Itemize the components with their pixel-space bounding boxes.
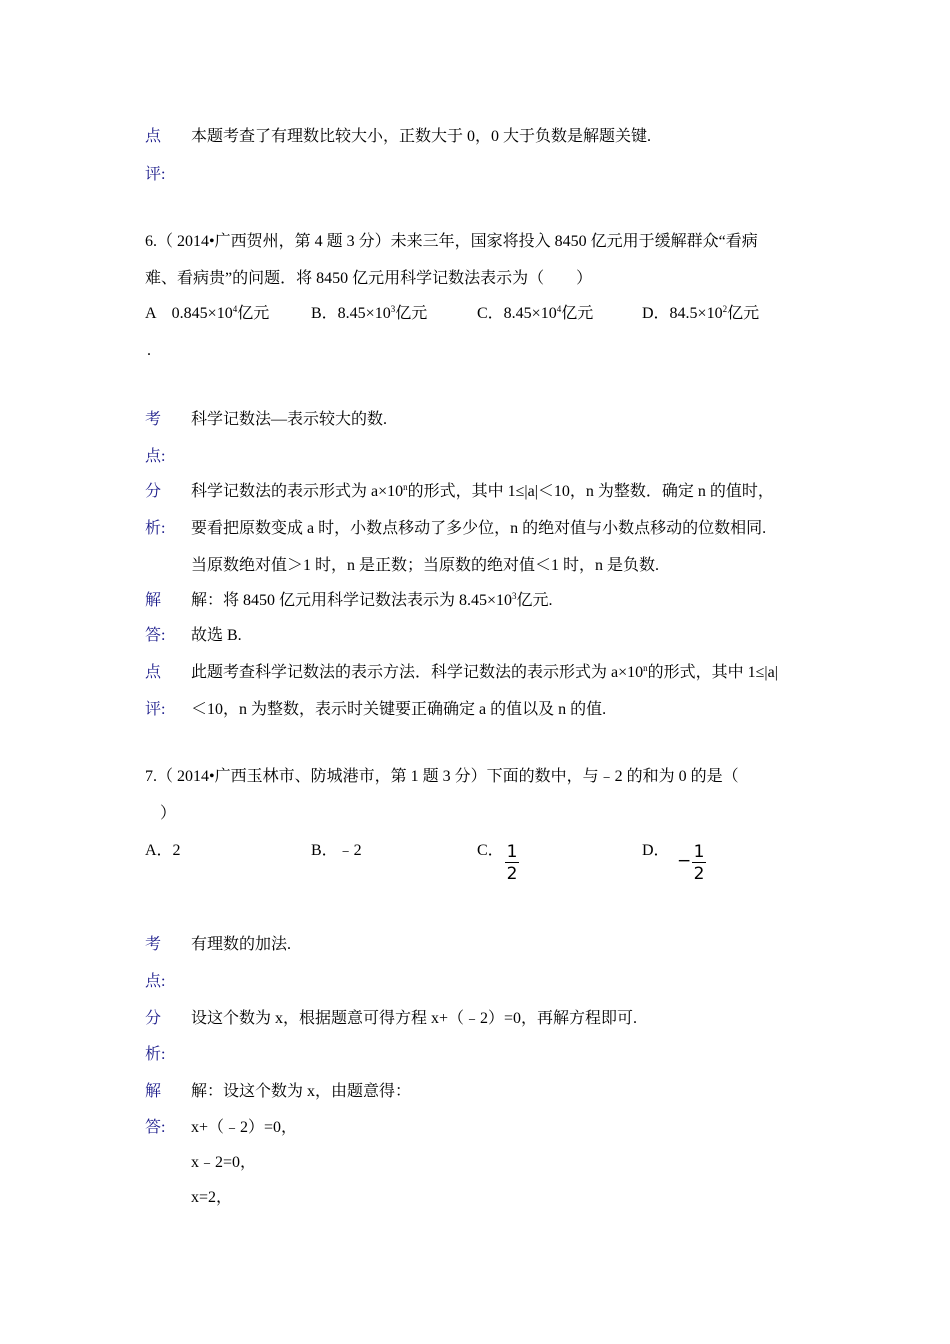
- q7-stem-line1: 7.（ 2014•广西玉林市、防城港市，第 1 题 3 分）下面的数中，与﹣2 的和为 0 的是（: [145, 768, 739, 785]
- q7-kaodian-label: 考: [145, 936, 162, 953]
- q7-jieda-line2: x+（﹣2）=0，: [191, 1119, 298, 1136]
- q7-stem-line2: ）: [160, 805, 177, 822]
- q6-jieda-line1: 解：将 8450 亿元用科学记数法表示为 $8.45\times 10^3$亿元.: [191, 591, 553, 609]
- q7-jieda-line3: x﹣2=0，: [191, 1154, 257, 1171]
- q6-dianping-label: 点: [145, 664, 162, 681]
- q7-option-c-fraction: [505, 843, 519, 883]
- q6-fenxi-line3: 当原数绝对值＞1 时，n 是正数；当原数的绝对值＜1 时，n 是负数.: [191, 557, 660, 574]
- q6-dianping-line1: 此题考查科学记数法的表示方法．科学记数法的表示形式为 $a\times 10^n$的形式，其中 1≤|a|: [191, 663, 778, 681]
- q7-option-b: B．﹣2: [311, 842, 362, 859]
- q7-option-d-fraction: [692, 843, 706, 883]
- q6-jieda-label-cont: 答:: [145, 627, 166, 644]
- q7-jieda-label-cont: 答:: [145, 1119, 166, 1136]
- q6-dianping-label-cont: 评:: [145, 701, 166, 718]
- q7-option-c-label: C．: [477, 842, 504, 859]
- fraction-denominator: 2: [506, 864, 518, 884]
- q7-option-d-label: D．: [642, 842, 670, 859]
- q7-option-a: A．2: [145, 842, 181, 859]
- q6-stem-line2: 难、看病贵”的问题．将 8450 亿元用科学记数法表示为（ ）: [145, 270, 593, 287]
- q6-option-b: B．$8.45\times 10^3$亿元: [311, 304, 428, 322]
- q7-kaodian-text: 有理数的加法.: [191, 936, 292, 953]
- q7-jieda-line1: 解：设这个数为 x，由题意得：: [191, 1083, 412, 1100]
- q6-option-c: C．$8.45\times 10^4$亿元: [477, 304, 594, 322]
- q7-jieda-line4: x=2，: [191, 1189, 233, 1206]
- q7-kaodian-label-cont: 点:: [145, 973, 166, 990]
- q7-option-d-minus: −: [677, 851, 692, 871]
- q6-dianping-line2: ＜10，n 为整数，表示时关键要正确确定 a 的值以及 n 的值.: [191, 701, 607, 718]
- q6-kaodian-label: 考: [145, 411, 162, 428]
- q6-option-a: A $0.845\times 10^4$亿元: [145, 304, 270, 322]
- q6-option-d: D．$84.5\times 10^2$亿元: [642, 304, 760, 322]
- q6-trailing-dot: .: [147, 342, 151, 359]
- q6-fenxi-label: 分: [145, 483, 162, 500]
- fraction-denominator: 2: [693, 864, 705, 884]
- q7-jieda-label: 解: [145, 1083, 162, 1100]
- q7-fenxi-label: 分: [145, 1010, 162, 1027]
- review-label-cont: 评:: [145, 166, 166, 183]
- fraction-bar: [692, 862, 706, 863]
- q6-fenxi-line1: 科学记数法的表示形式为 $a\times 10^n$的形式，其中 1≤|a|＜10，n 为整数．确定 n 的值时，: [191, 482, 774, 500]
- q6-jieda-label: 解: [145, 592, 162, 609]
- q6-kaodian-text: 科学记数法—表示较大的数.: [191, 411, 388, 428]
- fraction-bar: [505, 862, 519, 863]
- q6-fenxi-label-cont: 析:: [145, 520, 166, 537]
- q6-stem-line1: 6.（ 2014•广西贺州，第 4 题 3 分）未来三年，国家将投入 8450 亿元用于缓解群众“看病: [145, 233, 758, 250]
- q6-fenxi-line2: 要看把原数变成 a 时，小数点移动了多少位，n 的绝对值与小数点移动的位数相同.: [191, 520, 767, 537]
- fraction-numerator: 1: [506, 842, 518, 862]
- q7-fenxi-text: 设这个数为 x，根据题意可得方程 x+（﹣2）=0，再解方程即可.: [191, 1010, 638, 1027]
- review-text: 本题考查了有理数比较大小，正数大于 0，0 大于负数是解题关键.: [191, 128, 652, 145]
- q7-fenxi-label-cont: 析:: [145, 1046, 166, 1063]
- q6-jieda-line2: 故选 B.: [191, 627, 242, 644]
- fraction-numerator: 1: [693, 842, 705, 862]
- q6-kaodian-label-cont: 点:: [145, 448, 166, 465]
- review-label: 点: [145, 128, 162, 145]
